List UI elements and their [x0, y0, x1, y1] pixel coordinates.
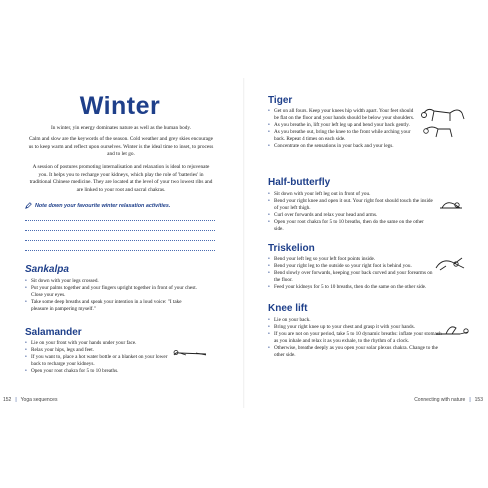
- salamander-list: [25, 340, 175, 375]
- list-item: • Sit down with your legs crossed.: [25, 278, 200, 285]
- list-item: • Put your palms together and your fingers upright together in front of your chest. Close your eyes.: [25, 285, 200, 299]
- sankalpa-heading: Sankalpa: [25, 264, 69, 275]
- list-item: • Open your root chakra for 5 to 10 breaths, then do the same on the other side.: [268, 219, 433, 233]
- list-item: • If you want to, place a hot water bottle or a blanket on your lower back to recharge your kidneys.: [25, 354, 175, 368]
- list-item: • Sit down with your left leg out in front of you.: [268, 191, 433, 198]
- page-number: 153: [474, 397, 483, 403]
- triskelion-list: [268, 256, 433, 291]
- list-item: • As you breathe out, bring the knee to the front while arching your back. Repeat 4 times on each side.: [268, 129, 418, 143]
- page-title: Winter: [79, 92, 161, 120]
- half-butterfly-heading: Half-butterfly: [268, 177, 331, 188]
- triskelion-pose-figure: [432, 254, 468, 272]
- left-footer: 152 | Yoga sequences: [3, 397, 58, 403]
- list-item: • Curl over forwards and relax your head and arms.: [268, 212, 433, 219]
- note-prompt-text: Note down your favourite winter relaxation activities.: [35, 202, 171, 209]
- list-item: • Get on all fours. Keep your knees hip width apart. Your feet should be flat on the floor and your hands should be below your shoulders.: [268, 108, 418, 122]
- list-item: • Open your root chakra for 5 to 10 breaths.: [25, 368, 175, 375]
- note-line-1[interactable]: [25, 220, 215, 221]
- footer-section: Connecting with nature: [414, 397, 466, 403]
- knee-lift-heading: Knee lift: [268, 303, 308, 314]
- note-prompt: [25, 202, 225, 209]
- half-butterfly-pose-figure: [436, 194, 466, 212]
- salamander-heading: Salamander: [25, 327, 82, 338]
- list-item: • Lie on your back.: [268, 317, 443, 324]
- list-item: • Lie on your front with your hands under your face.: [25, 340, 175, 347]
- tiger-pose-figure: [418, 105, 466, 141]
- list-item: • If you are not on your period, take 5 to 10 dynamic breaths: inflate your stomach as you inhale and relax it as you exhale, to the rhythm of a clock.: [268, 331, 443, 345]
- list-item: • Concentrate on the sensations in your back and your legs.: [268, 143, 418, 150]
- half-butterfly-list: [268, 191, 433, 232]
- intro-paragraph-1: In winter, yin energy dominates nature as well as the human body.: [50, 125, 192, 131]
- intro-paragraph-2: Calm and slow are the keywords of the season. Cold weather and grey skies encourage us to keep warm and reflect upon ourselves. Winter is the ideal time to inset, to process and to let go.: [28, 136, 214, 158]
- right-footer: Connecting with nature | 153: [414, 397, 483, 403]
- knee-lift-pose-figure: [432, 318, 472, 338]
- note-line-3[interactable]: [25, 240, 215, 241]
- intro-paragraph-3: A session of postures promoting internalisation and relaxation is ideal to rejuvenate you. It helps you to recharge your kidneys, which play the role of 'batteries' in traditional Chinese medicine. They are located at the level of your two lowest ribs and are linked to your root and sacral chakras.: [29, 164, 213, 193]
- list-item: • Otherwise, breathe deeply as you open your solar plexus chakra. Change to the other side.: [268, 345, 443, 359]
- footer-section: Yoga sequences: [20, 397, 58, 403]
- tiger-list: [268, 108, 418, 149]
- list-item: • Bend slowly over forwards, keeping your back curved and your forearms on the floor.: [268, 270, 433, 284]
- list-item: • Bend your right knee and open it out. Your right foot should touch the inside of your left thigh.: [268, 198, 433, 212]
- list-item: • Bend your left leg so your left foot points inside.: [268, 256, 433, 263]
- list-item: • Bring your right knee up to your chest and grasp it with your hands.: [268, 324, 443, 331]
- note-line-4[interactable]: [25, 250, 215, 251]
- knee-lift-list: [268, 317, 443, 358]
- list-item: • Bend your right leg to the outside so your right foot is behind you.: [268, 263, 433, 270]
- salamander-pose-figure: [172, 348, 208, 358]
- list-item: • Take some deep breaths and speak your intention in a loud voice: "I take pleasure in pampering myself.": [25, 299, 200, 313]
- note-line-2[interactable]: [25, 230, 215, 231]
- list-item: • Relax your hips, legs and feet.: [25, 347, 175, 354]
- list-item: • Feed your kidneys for 5 to 10 breaths, then do the same on the other side.: [268, 284, 433, 291]
- tiger-heading: Tiger: [268, 95, 293, 106]
- pencil-icon: [25, 202, 32, 209]
- page-number: 152: [3, 397, 12, 403]
- list-item: • As you breathe in, lift your left leg up and bend your back gently.: [268, 122, 418, 129]
- triskelion-heading: Triskelion: [268, 243, 315, 254]
- sankalpa-list: [25, 278, 200, 313]
